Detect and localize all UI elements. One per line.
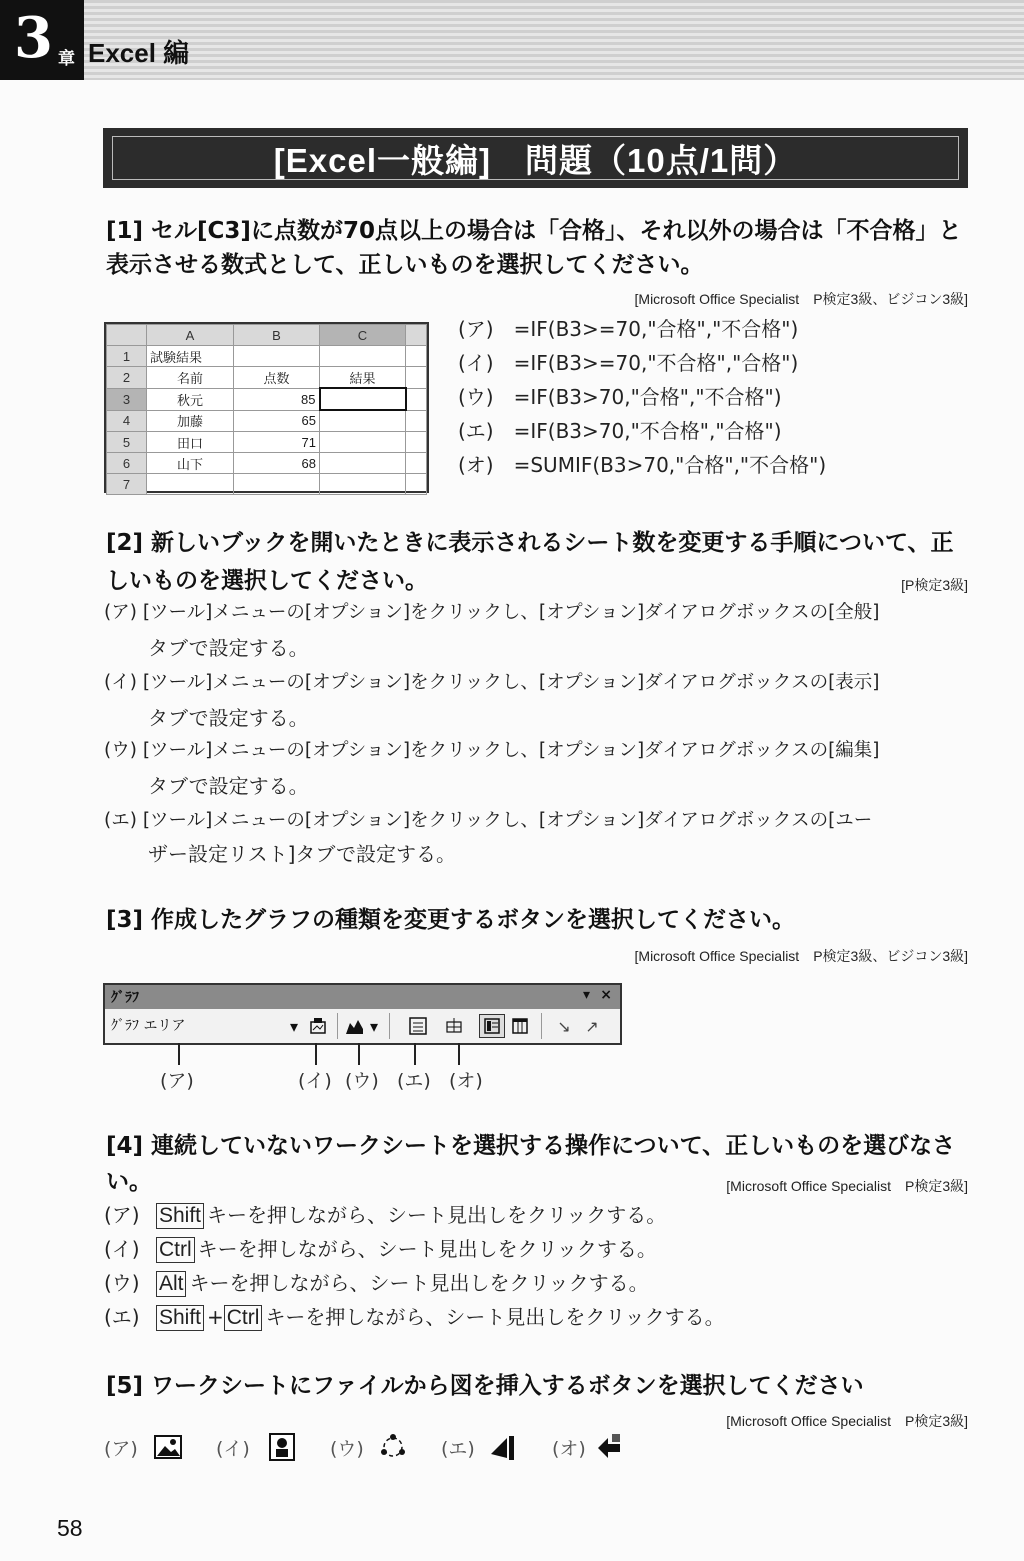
q4-title-line1: [4] 連続していないワークシートを選択する操作について、正しいものを選びなさ <box>106 1133 956 1159</box>
chevron-down-icon[interactable]: ▾ <box>289 1016 299 1036</box>
q3-label: (オ) <box>449 1070 483 1092</box>
q1-title-line1: [1] セル[C3]に点数が70点以上の場合は「合格」、それ以外の場合は「不合格」と <box>106 218 962 244</box>
row-header: 1 <box>107 346 147 367</box>
q5-title: [5] ワークシートにファイルから図を挿入するボタンを選択してください <box>106 1373 864 1399</box>
chapter-number: 3 <box>14 5 53 71</box>
toolbar-menu-icon[interactable]: ▾ <box>582 987 590 1003</box>
ctrl-key: Ctrl <box>224 1305 263 1331</box>
angle-text-up-icon[interactable]: ↗ <box>585 1016 599 1036</box>
q3-label: (イ) <box>298 1070 332 1092</box>
section-banner <box>103 128 968 188</box>
cell-c3-selected <box>320 388 406 410</box>
q2-option: (ウ) [ツール]メニューの[オプション]をクリックし、[オプション]ダイアログボックスの[編集] <box>104 740 880 761</box>
corner-cell <box>107 325 147 346</box>
cell-extra <box>406 346 427 367</box>
cell-b6: 68 <box>234 453 320 474</box>
cell-a3: 秋元 <box>147 388 234 410</box>
q3-label: (ア) <box>160 1070 194 1092</box>
cell-b7 <box>234 474 320 495</box>
q1-title-line2: 表示させる数式として、正しいものを選択してください。 <box>106 252 704 278</box>
insert-autoshape-icon <box>594 1432 624 1462</box>
cell-extra <box>406 432 427 453</box>
row-header: 4 <box>107 410 147 432</box>
q2-option-cont: タブで設定する。 <box>148 706 309 730</box>
row-header: 5 <box>107 432 147 453</box>
insert-diagram-icon <box>378 1432 408 1462</box>
data-table-icon[interactable] <box>441 1014 467 1038</box>
pointer-line <box>414 1043 416 1065</box>
option-label: (イ) <box>104 1237 140 1261</box>
close-icon[interactable]: × <box>600 987 612 1003</box>
cell-a2: 名前 <box>147 367 234 389</box>
col-header-extra <box>406 325 427 346</box>
q2-option-cont: ザー設定リスト]タブで設定する。 <box>148 842 457 866</box>
chapter-kanji: 章 <box>58 49 75 69</box>
cell-b3: 85 <box>234 388 320 410</box>
option-text: キーを押しながら、シート見出しをクリックする。 <box>265 1305 725 1329</box>
q4-option <box>104 1233 657 1265</box>
q5-label: (ウ) <box>330 1438 364 1460</box>
q2-title-line2: しいものを選択してください。 <box>106 568 428 594</box>
banner-title: [Excel一般編] 問題（10点/1問） <box>273 141 798 179</box>
q2-source: [P検定3級] <box>901 577 968 593</box>
page-number: 58 <box>57 1515 83 1541</box>
q5-label: (イ) <box>216 1438 250 1460</box>
cell-extra <box>406 367 427 389</box>
option-text: キーを押しながら、シート見出しをクリックする。 <box>197 1237 657 1261</box>
q4-option <box>104 1301 725 1333</box>
shift-key: Shift <box>156 1203 204 1229</box>
sheet-row <box>107 346 427 367</box>
insert-wordart-icon <box>489 1432 519 1462</box>
cell-a1: 試験結果 <box>147 346 234 367</box>
pointer-line <box>358 1043 360 1065</box>
cell-b1 <box>234 346 320 367</box>
insert-clip-art-icon <box>267 1432 297 1462</box>
col-header-a: A <box>147 325 234 346</box>
sheet-row <box>107 410 427 432</box>
q3-label: (ウ) <box>345 1070 379 1092</box>
option-label: (エ) <box>104 1305 140 1329</box>
cell-c7 <box>320 474 406 495</box>
q5-label: (エ) <box>441 1438 475 1460</box>
by-row-icon[interactable] <box>479 1014 505 1038</box>
format-chart-area-icon[interactable] <box>305 1014 331 1038</box>
pointer-line <box>458 1043 460 1065</box>
q3-title: [3] 作成したグラフの種類を変更するボタンを選択してください。 <box>106 907 796 933</box>
q1-option: (イ) =IF(B3>=70,"不合格","合格") <box>458 351 799 375</box>
cell-c5 <box>320 432 406 453</box>
angle-text-down-icon[interactable]: ↘ <box>557 1016 571 1036</box>
row-header: 2 <box>107 367 147 389</box>
cell-a4: 加藤 <box>147 410 234 432</box>
legend-icon[interactable] <box>405 1014 431 1038</box>
cell-a5: 田口 <box>147 432 234 453</box>
q4-option <box>104 1267 649 1299</box>
row-header: 7 <box>107 474 147 495</box>
insert-picture-from-file-icon <box>153 1432 183 1462</box>
q5-source: [Microsoft Office Specialist P検定3級] <box>726 1413 968 1429</box>
q4-option <box>104 1199 666 1231</box>
q1-option: (ア) =IF(B3>=70,"合格","不合格") <box>458 317 799 341</box>
q3-label: (エ) <box>397 1070 431 1092</box>
by-column-icon[interactable] <box>507 1014 533 1038</box>
cell-a6: 山下 <box>147 453 234 474</box>
pointer-line <box>315 1043 317 1065</box>
q1-spreadsheet <box>104 322 429 493</box>
sheet-row <box>107 453 427 474</box>
cell-extra <box>406 388 427 410</box>
q5-label: (オ) <box>552 1438 586 1460</box>
alt-key: Alt <box>156 1271 187 1297</box>
cell-c6 <box>320 453 406 474</box>
q1-option: (ウ) =IF(B3>70,"合格","不合格") <box>458 385 782 409</box>
cell-extra <box>406 453 427 474</box>
q4-title-line2: い。 <box>106 1169 152 1195</box>
chapter-title: Excel 編 <box>88 38 190 68</box>
cell-c4 <box>320 410 406 432</box>
q2-option: (ア) [ツール]メニューの[オプション]をクリックし、[オプション]ダイアログボックスの[全般] <box>104 602 880 623</box>
cell-extra <box>406 410 427 432</box>
sheet-row <box>107 474 427 495</box>
chart-type-dropdown-icon[interactable]: ▾ <box>369 1016 379 1036</box>
q2-title-line1: [2] 新しいブックを開いたときに表示されるシート数を変更する手順について、正 <box>106 530 954 556</box>
plus-sign: + <box>207 1305 224 1329</box>
cell-b2: 点数 <box>234 367 320 389</box>
q3-source: [Microsoft Office Specialist P検定3級、ビジコン3級] <box>634 948 968 964</box>
sheet-row <box>107 388 427 410</box>
option-label: (ウ) <box>104 1271 140 1295</box>
row-header: 6 <box>107 453 147 474</box>
cell-a7 <box>147 474 234 495</box>
toolbar-titlebar <box>105 985 620 1009</box>
chapter-badge <box>0 0 84 80</box>
ctrl-key: Ctrl <box>156 1237 195 1263</box>
chart-type-icon[interactable] <box>343 1014 369 1038</box>
cell-extra <box>406 474 427 495</box>
col-header-b: B <box>234 325 320 346</box>
q1-option: (オ) =SUMIF(B3>70,"合格","不合格") <box>458 453 827 477</box>
row-header: 3 <box>107 388 147 410</box>
q2-option-cont: タブで設定する。 <box>148 774 309 798</box>
toolbar-name: ｸﾞﾗﾌ <box>111 990 139 1006</box>
q2-option: (イ) [ツール]メニューの[オプション]をクリックし、[オプション]ダイアログボックスの[表示] <box>104 672 880 693</box>
cell-c1 <box>320 346 406 367</box>
q2-option-cont: タブで設定する。 <box>148 636 309 660</box>
pointer-line <box>178 1043 180 1065</box>
cell-c2: 結果 <box>320 367 406 389</box>
option-text: キーを押しながら、シート見出しをクリックする。 <box>189 1271 649 1295</box>
option-text: キーを押しながら、シート見出しをクリックする。 <box>207 1203 667 1227</box>
q5-label: (ア) <box>104 1438 138 1460</box>
option-label: (ア) <box>104 1203 140 1227</box>
q2-option: (エ) [ツール]メニューの[オプション]をクリックし、[オプション]ダイアログボックスの[ユー <box>104 810 873 831</box>
sheet-row <box>107 367 427 389</box>
cell-b5: 71 <box>234 432 320 453</box>
q4-source: [Microsoft Office Specialist P検定3級] <box>726 1178 968 1194</box>
shift-key: Shift <box>156 1305 204 1331</box>
q1-option: (エ) =IF(B3>70,"不合格","合格") <box>458 419 782 443</box>
col-header-c: C <box>320 325 406 346</box>
q1-source: [Microsoft Office Specialist P検定3級、ビジコン3級] <box>634 291 968 307</box>
sheet-row <box>107 432 427 453</box>
chart-object-combo[interactable]: ｸﾞﾗﾌ エリア <box>111 1018 186 1034</box>
spreadsheet-grid <box>106 324 427 495</box>
cell-b4: 65 <box>234 410 320 432</box>
chart-toolbar <box>103 983 622 1045</box>
